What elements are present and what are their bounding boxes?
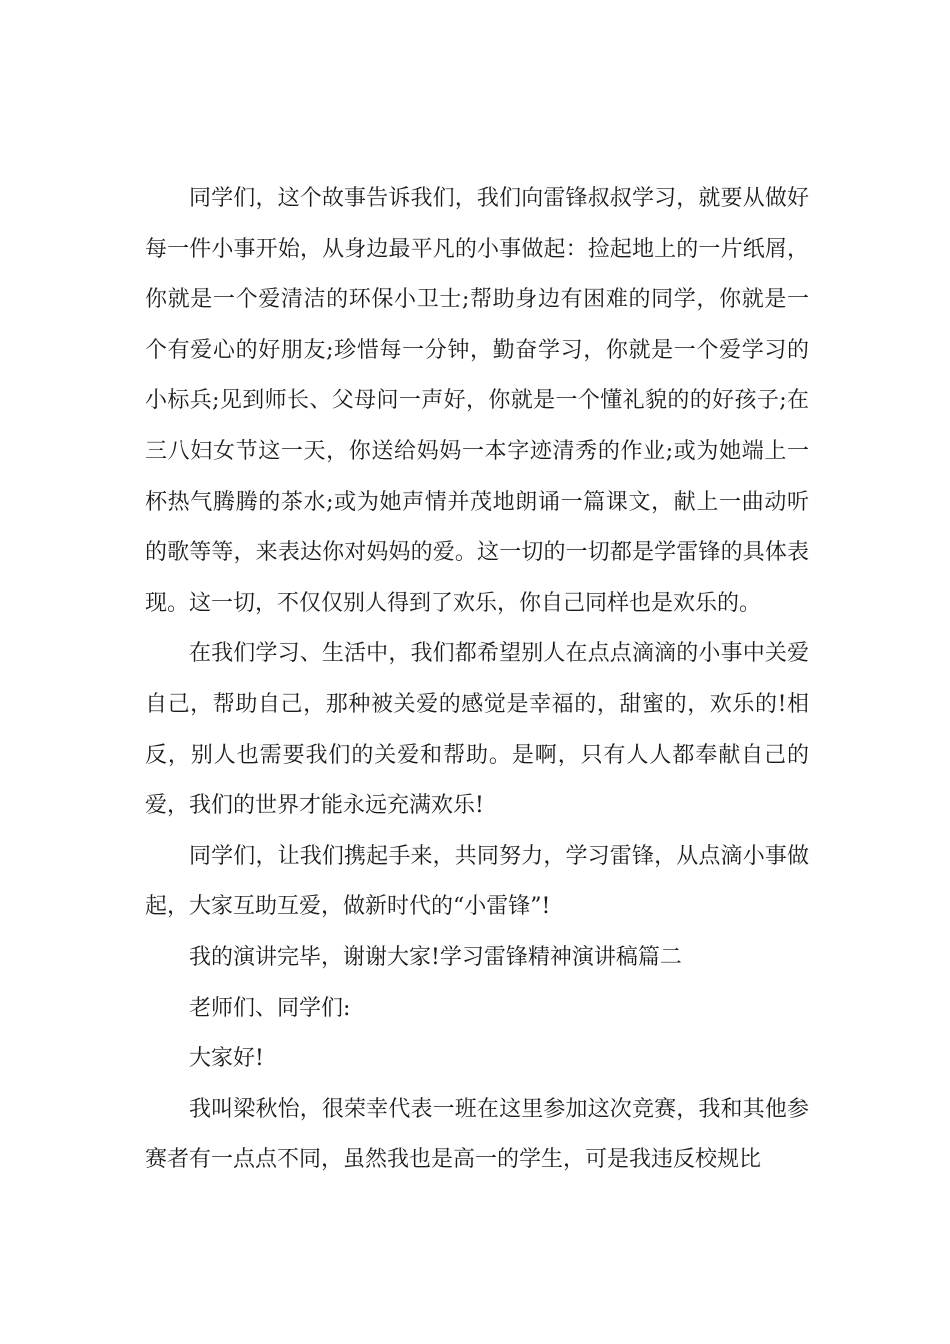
paragraph-6: 大家好! — [189, 1046, 264, 1072]
paragraph-3: 同学们，让我们携起手来，共同努力，学习雷锋，从点滴小事做起，大家互助互爱，做新时代的“小雷锋”! — [145, 843, 809, 920]
paragraph-2: 在我们学习、生活中，我们都希望别人在点点滴滴的小事中关爱自己，帮助自己，那种被关爱的感觉是幸福的，甜蜜的，欢乐的!相反，别人也需要我们的关爱和帮助。是啊，只有人人都奉献自己的爱，我们的世界才能永远充满欢乐! — [145, 641, 809, 819]
paragraph-1: 同学们，这个故事告诉我们，我们向雷锋叔叔学习，就要从做好每一件小事开始，从身边最平凡的小事做起：捡起地上的一片纸屑，你就是一个爱清洁的环保小卫士;帮助身边有困难的同学，你就是一个有爱心的好朋友;珍惜每一分钟，勤奋学习，你就是一个爱学习的小标兵;见到师长、父母问一声好，你就是一个懂礼貌的的好孩子;在三八妇女节这一天，你送给妈妈一本字迹清秀的作业;或为她端上一杯热气腾腾的茶水;或为她声情并茂地朗诵一篇课文，献上一曲动听的歌等等，来表达你对妈妈的爱。这一切的一切都是学雷锋的具体表现。这一切，不仅仅别人得到了欢乐，你自己同样也是欢乐的。 — [145, 186, 809, 616]
paragraph-4: 我的演讲完毕，谢谢大家!学习雷锋精神演讲稿篇二 — [189, 944, 682, 970]
paragraph-5: 老师们、同学们: — [189, 995, 351, 1021]
paragraph-7: 我叫梁秋怡，很荣幸代表一班在这里参加这次竞赛，我和其他参赛者有一点点不同，虽然我也是高一的学生，可是我违反校规比 — [145, 1096, 809, 1173]
document-body — [145, 174, 809, 1186]
